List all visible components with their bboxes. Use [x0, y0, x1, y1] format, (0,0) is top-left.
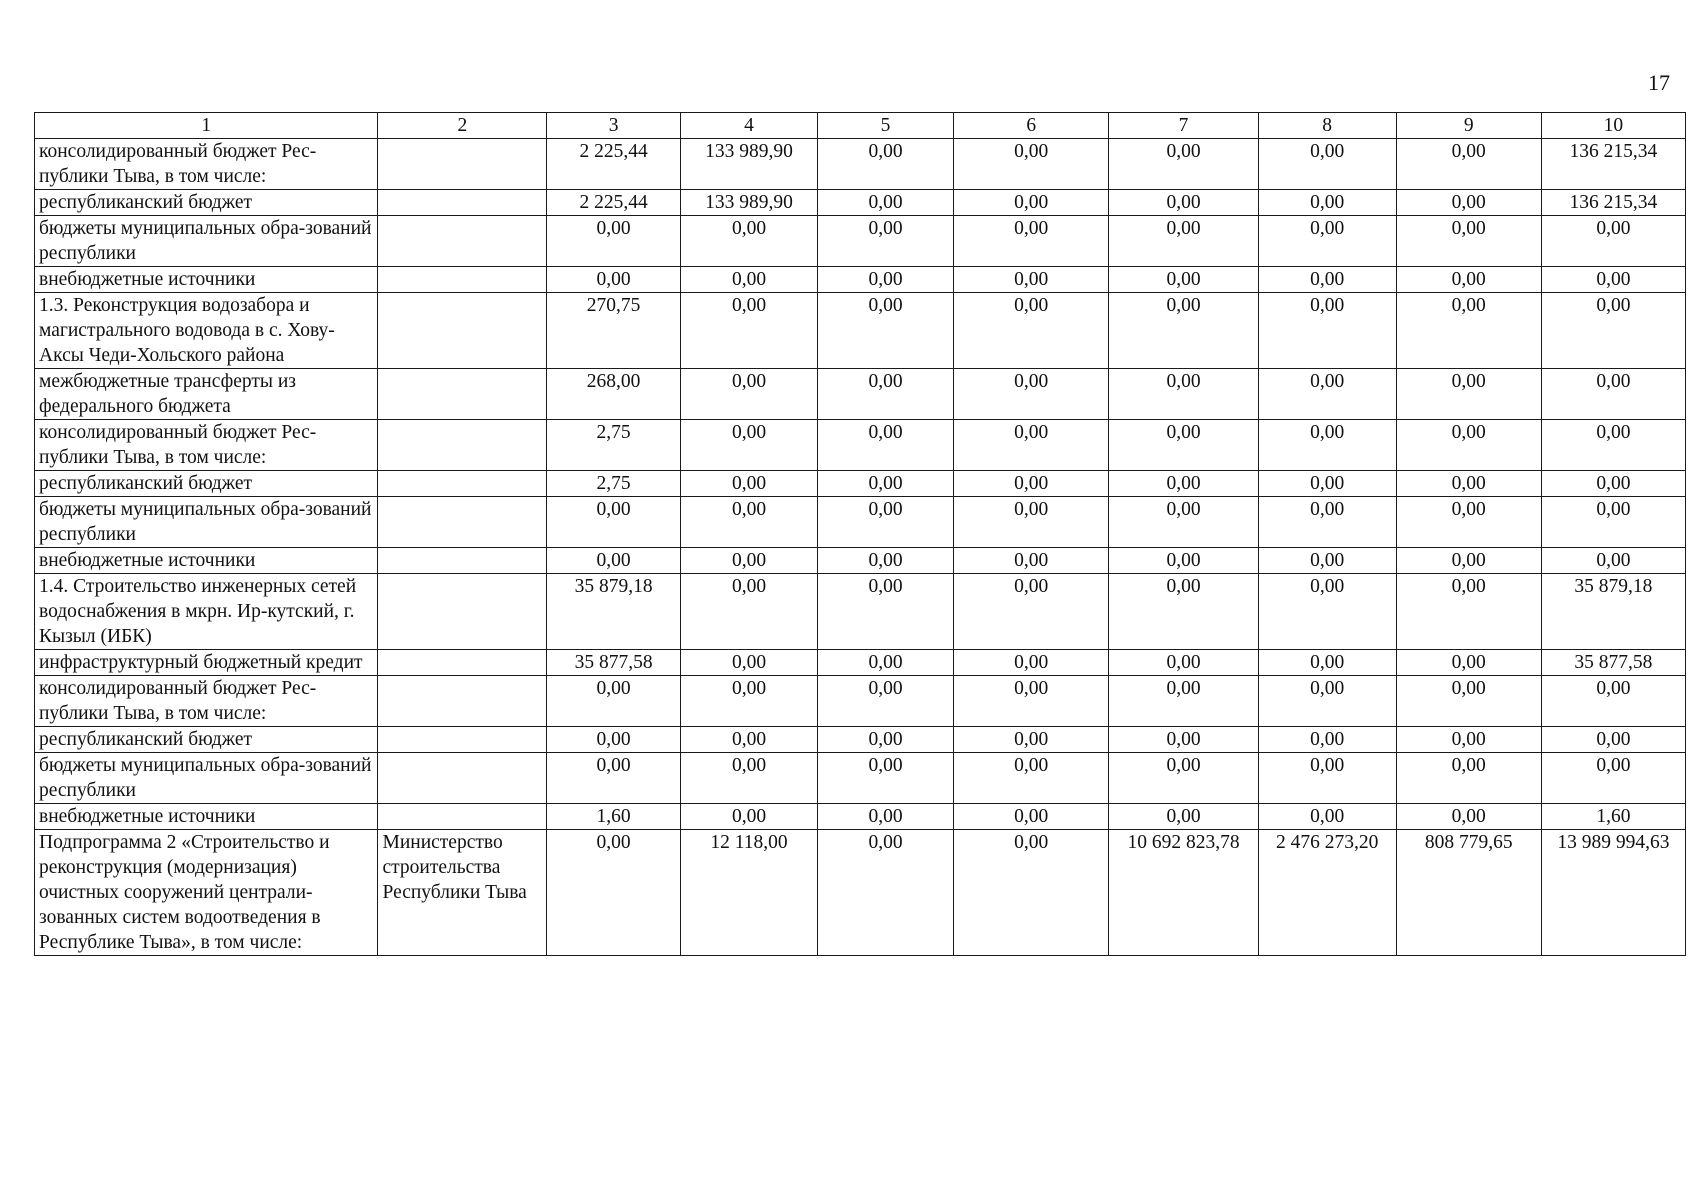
- value-cell: 0,00: [1258, 548, 1396, 574]
- value-cell: 0,00: [818, 804, 954, 830]
- value-cell: 0,00: [1396, 753, 1541, 804]
- table-row: [35, 650, 1686, 676]
- value-cell: 268,00: [547, 369, 681, 420]
- value-cell: 0,00: [818, 753, 954, 804]
- column-header: 8: [1258, 113, 1396, 139]
- value-cell: 133 989,90: [681, 139, 818, 190]
- value-cell: 0,00: [681, 574, 818, 650]
- column-header: 7: [1109, 113, 1258, 139]
- value-cell: 0,00: [1541, 471, 1685, 497]
- row-name-cell: консолидированный бюджет Рес-публики Тыва, в том числе:: [35, 420, 378, 471]
- value-cell: 0,00: [681, 471, 818, 497]
- table-row: [35, 267, 1686, 293]
- executor-cell: [378, 267, 547, 293]
- row-name-cell: Подпрограмма 2 «Строительство и реконструкция (модернизация) очистных сооружений централи-зованных систем водоотведения в Республике Тыва», в том числе:: [35, 830, 378, 956]
- value-cell: 0,00: [547, 727, 681, 753]
- row-name-cell: межбюджетные трансферты из федерального бюджета: [35, 369, 378, 420]
- value-cell: 0,00: [1109, 753, 1258, 804]
- table-row: [35, 190, 1686, 216]
- table-row: [35, 548, 1686, 574]
- table-row: [35, 293, 1686, 369]
- value-cell: 0,00: [818, 574, 954, 650]
- executor-cell: [378, 497, 547, 548]
- row-name-cell: 1.3. Реконструкция водозабора и магистрального водовода в с. Хову-Аксы Чеди-Хольского района: [35, 293, 378, 369]
- row-name-cell: консолидированный бюджет Рес-публики Тыва, в том числе:: [35, 139, 378, 190]
- row-name-cell: бюджеты муниципальных обра-зований республики: [35, 216, 378, 267]
- row-name-cell: консолидированный бюджет Рес-публики Тыва, в том числе:: [35, 676, 378, 727]
- value-cell: 0,00: [1258, 676, 1396, 727]
- value-cell: 0,00: [1109, 727, 1258, 753]
- row-name-cell: республиканский бюджет: [35, 727, 378, 753]
- value-cell: 0,00: [681, 216, 818, 267]
- value-cell: 0,00: [1109, 216, 1258, 267]
- value-cell: 35 879,18: [1541, 574, 1685, 650]
- value-cell: 136 215,34: [1541, 190, 1685, 216]
- value-cell: 2 225,44: [547, 139, 681, 190]
- executor-cell: [378, 293, 547, 369]
- column-header: 5: [818, 113, 954, 139]
- budget-table: [34, 112, 1686, 956]
- value-cell: 0,00: [1396, 727, 1541, 753]
- value-cell: 0,00: [1109, 676, 1258, 727]
- value-cell: 0,00: [1541, 676, 1685, 727]
- value-cell: 0,00: [954, 471, 1109, 497]
- value-cell: 0,00: [547, 830, 681, 956]
- value-cell: 0,00: [1396, 574, 1541, 650]
- value-cell: 0,00: [681, 267, 818, 293]
- value-cell: 0,00: [954, 727, 1109, 753]
- column-header: 1: [35, 113, 378, 139]
- executor-cell: [378, 548, 547, 574]
- value-cell: 35 877,58: [1541, 650, 1685, 676]
- value-cell: 0,00: [1396, 804, 1541, 830]
- value-cell: 270,75: [547, 293, 681, 369]
- value-cell: 2,75: [547, 420, 681, 471]
- value-cell: 0,00: [681, 650, 818, 676]
- table-row: [35, 804, 1686, 830]
- value-cell: 0,00: [681, 420, 818, 471]
- row-name-cell: внебюджетные источники: [35, 548, 378, 574]
- value-cell: 0,00: [681, 497, 818, 548]
- value-cell: 0,00: [1541, 497, 1685, 548]
- value-cell: 0,00: [1109, 548, 1258, 574]
- value-cell: 35 879,18: [547, 574, 681, 650]
- value-cell: 0,00: [1109, 497, 1258, 548]
- value-cell: 0,00: [954, 190, 1109, 216]
- value-cell: 136 215,34: [1541, 139, 1685, 190]
- value-cell: 0,00: [1541, 267, 1685, 293]
- value-cell: 12 118,00: [681, 830, 818, 956]
- table-row: [35, 420, 1686, 471]
- row-name-cell: внебюджетные источники: [35, 804, 378, 830]
- value-cell: 0,00: [1541, 420, 1685, 471]
- column-number-row: [35, 113, 1686, 139]
- column-header: 6: [954, 113, 1109, 139]
- column-header: 10: [1541, 113, 1685, 139]
- column-header: 4: [681, 113, 818, 139]
- value-cell: 0,00: [1109, 267, 1258, 293]
- table-body: [35, 139, 1686, 956]
- value-cell: 0,00: [1541, 753, 1685, 804]
- value-cell: 0,00: [954, 830, 1109, 956]
- value-cell: 0,00: [1258, 216, 1396, 267]
- value-cell: 0,00: [1258, 293, 1396, 369]
- value-cell: 1,60: [1541, 804, 1685, 830]
- value-cell: 13 989 994,63: [1541, 830, 1685, 956]
- row-name-cell: бюджеты муниципальных обра-зований республики: [35, 497, 378, 548]
- value-cell: 0,00: [1258, 804, 1396, 830]
- value-cell: 0,00: [1396, 369, 1541, 420]
- value-cell: 0,00: [954, 369, 1109, 420]
- value-cell: 0,00: [1258, 471, 1396, 497]
- value-cell: 0,00: [1396, 420, 1541, 471]
- executor-cell: [378, 804, 547, 830]
- value-cell: 0,00: [818, 727, 954, 753]
- column-header: 2: [378, 113, 547, 139]
- value-cell: 0,00: [681, 369, 818, 420]
- executor-cell: [378, 574, 547, 650]
- column-header: 9: [1396, 113, 1541, 139]
- value-cell: 0,00: [1396, 497, 1541, 548]
- value-cell: 0,00: [1109, 420, 1258, 471]
- value-cell: 0,00: [818, 216, 954, 267]
- value-cell: 0,00: [1258, 139, 1396, 190]
- value-cell: 0,00: [954, 574, 1109, 650]
- value-cell: 10 692 823,78: [1109, 830, 1258, 956]
- value-cell: 0,00: [818, 420, 954, 471]
- executor-cell: [378, 676, 547, 727]
- executor-cell: [378, 753, 547, 804]
- value-cell: 2 476 273,20: [1258, 830, 1396, 956]
- value-cell: 0,00: [547, 267, 681, 293]
- value-cell: 0,00: [1258, 650, 1396, 676]
- row-name-cell: инфраструктурный бюджетный кредит: [35, 650, 378, 676]
- value-cell: 0,00: [547, 676, 681, 727]
- executor-cell: [378, 727, 547, 753]
- value-cell: 2 225,44: [547, 190, 681, 216]
- value-cell: 0,00: [1258, 753, 1396, 804]
- row-name-cell: республиканский бюджет: [35, 471, 378, 497]
- table-row: [35, 139, 1686, 190]
- value-cell: 808 779,65: [1396, 830, 1541, 956]
- row-name-cell: 1.4. Строительство инженерных сетей водоснабжения в мкрн. Ир-кутский, г. Кызыл (ИБК): [35, 574, 378, 650]
- value-cell: 0,00: [1258, 497, 1396, 548]
- value-cell: 1,60: [547, 804, 681, 830]
- value-cell: 0,00: [1396, 676, 1541, 727]
- value-cell: 0,00: [1396, 650, 1541, 676]
- value-cell: 0,00: [954, 293, 1109, 369]
- value-cell: 0,00: [547, 216, 681, 267]
- value-cell: 0,00: [1258, 574, 1396, 650]
- value-cell: 0,00: [1258, 727, 1396, 753]
- executor-cell: [378, 190, 547, 216]
- executor-cell: [378, 369, 547, 420]
- table-row: [35, 216, 1686, 267]
- value-cell: 0,00: [1109, 471, 1258, 497]
- value-cell: 0,00: [1396, 548, 1541, 574]
- value-cell: 0,00: [954, 804, 1109, 830]
- table-row: [35, 727, 1686, 753]
- value-cell: 0,00: [1109, 574, 1258, 650]
- value-cell: 133 989,90: [681, 190, 818, 216]
- value-cell: 0,00: [1396, 216, 1541, 267]
- value-cell: 0,00: [681, 548, 818, 574]
- row-name-cell: бюджеты муниципальных обра-зований республики: [35, 753, 378, 804]
- executor-cell: Министерство строительства Республики Тыва: [378, 830, 547, 956]
- value-cell: 0,00: [1109, 190, 1258, 216]
- value-cell: 0,00: [954, 216, 1109, 267]
- value-cell: 35 877,58: [547, 650, 681, 676]
- value-cell: 0,00: [954, 267, 1109, 293]
- value-cell: 0,00: [818, 267, 954, 293]
- value-cell: 0,00: [818, 139, 954, 190]
- value-cell: 0,00: [954, 548, 1109, 574]
- value-cell: 0,00: [818, 676, 954, 727]
- row-name-cell: республиканский бюджет: [35, 190, 378, 216]
- value-cell: 0,00: [954, 753, 1109, 804]
- value-cell: 0,00: [954, 497, 1109, 548]
- value-cell: 0,00: [1258, 420, 1396, 471]
- value-cell: 0,00: [1541, 216, 1685, 267]
- table-row: [35, 471, 1686, 497]
- value-cell: 0,00: [1109, 650, 1258, 676]
- value-cell: 0,00: [954, 420, 1109, 471]
- value-cell: 0,00: [818, 830, 954, 956]
- executor-cell: [378, 471, 547, 497]
- value-cell: 0,00: [1541, 727, 1685, 753]
- table-row: [35, 574, 1686, 650]
- value-cell: 0,00: [1109, 369, 1258, 420]
- value-cell: 0,00: [954, 650, 1109, 676]
- executor-cell: [378, 139, 547, 190]
- value-cell: 0,00: [818, 471, 954, 497]
- row-name-cell: внебюджетные источники: [35, 267, 378, 293]
- executor-cell: [378, 216, 547, 267]
- value-cell: 0,00: [681, 804, 818, 830]
- column-header: 3: [547, 113, 681, 139]
- value-cell: 0,00: [1396, 471, 1541, 497]
- page-number: 17: [1648, 70, 1670, 95]
- table-row: [35, 753, 1686, 804]
- executor-cell: [378, 420, 547, 471]
- value-cell: 0,00: [1541, 293, 1685, 369]
- value-cell: 0,00: [954, 139, 1109, 190]
- value-cell: 0,00: [954, 676, 1109, 727]
- executor-cell: [378, 650, 547, 676]
- value-cell: 0,00: [681, 727, 818, 753]
- value-cell: 0,00: [681, 293, 818, 369]
- value-cell: 0,00: [1109, 139, 1258, 190]
- value-cell: 0,00: [1541, 369, 1685, 420]
- value-cell: 2,75: [547, 471, 681, 497]
- value-cell: 0,00: [818, 650, 954, 676]
- value-cell: 0,00: [1396, 293, 1541, 369]
- value-cell: 0,00: [1541, 548, 1685, 574]
- value-cell: 0,00: [818, 190, 954, 216]
- value-cell: 0,00: [1258, 267, 1396, 293]
- value-cell: 0,00: [818, 497, 954, 548]
- value-cell: 0,00: [818, 369, 954, 420]
- value-cell: 0,00: [681, 676, 818, 727]
- value-cell: 0,00: [547, 497, 681, 548]
- value-cell: 0,00: [1258, 190, 1396, 216]
- value-cell: 0,00: [1258, 369, 1396, 420]
- table-row: [35, 676, 1686, 727]
- value-cell: 0,00: [818, 293, 954, 369]
- table-row: [35, 369, 1686, 420]
- value-cell: 0,00: [547, 548, 681, 574]
- value-cell: 0,00: [1109, 804, 1258, 830]
- value-cell: 0,00: [547, 753, 681, 804]
- table-row: [35, 497, 1686, 548]
- value-cell: 0,00: [818, 548, 954, 574]
- value-cell: 0,00: [1396, 267, 1541, 293]
- value-cell: 0,00: [1396, 139, 1541, 190]
- value-cell: 0,00: [1109, 293, 1258, 369]
- table-row: [35, 830, 1686, 956]
- value-cell: 0,00: [681, 753, 818, 804]
- value-cell: 0,00: [1396, 190, 1541, 216]
